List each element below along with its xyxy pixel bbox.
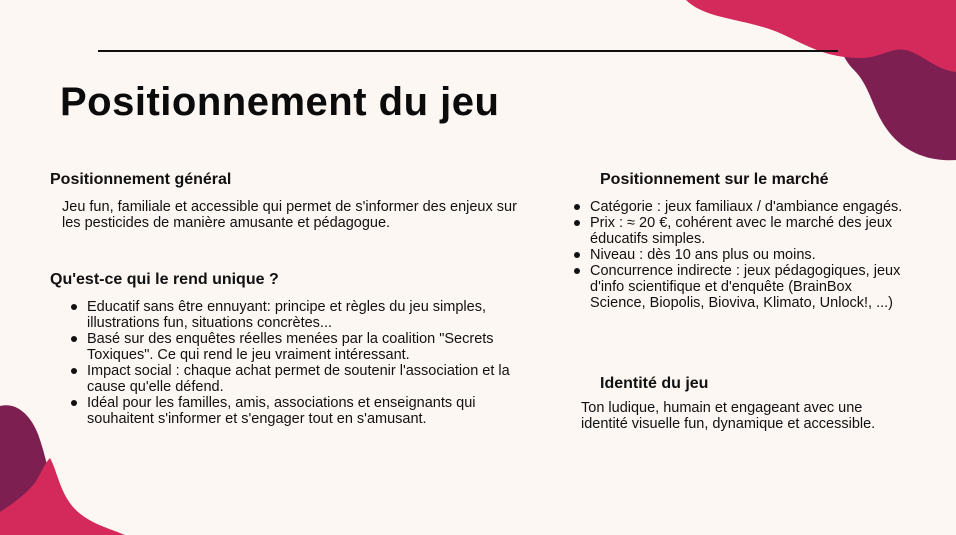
page-title: Positionnement du jeu [60, 80, 500, 124]
list-item: Basé sur des enquêtes réelles menées par la coalition "Secrets Toxiques". Ce qui rend le jeu vraiment intéressant. [71, 331, 526, 363]
list-item: Educatif sans être ennuyant: principe et règles du jeu simples, illustrations fun, situations concrètes... [71, 299, 526, 331]
list-item: Impact social : chaque achat permet de soutenir l'association et la cause qu'elle défend. [71, 363, 526, 395]
list-item: Catégorie : jeux familiaux / d'ambiance engagés. [574, 199, 904, 215]
unique-heading: Qu'est-ce qui le rend unique ? [50, 271, 279, 288]
general-positioning-text: Jeu fun, familiale et accessible qui permet de s'informer des enjeux sur les pesticides de manière amusante et pédagogue. [62, 199, 517, 231]
market-positioning-heading: Positionnement sur le marché [600, 171, 829, 188]
list-item: Concurrence indirecte : jeux pédagogiques, jeux d'info scientifique et d'enquête (BrainBox Science, Biopolis, Bioviva, Klimato, Unlock!, ...) [574, 263, 904, 311]
list-item: Niveau : dès 10 ans plus ou moins. [574, 247, 904, 263]
general-positioning-heading: Positionnement général [50, 171, 232, 188]
top-right-blob-shape [686, 0, 956, 165]
identity-text: Ton ludique, humain et engageant avec une identité visuelle fun, dynamique et accessible. [581, 400, 876, 432]
market-list [574, 199, 904, 311]
list-item: Prix : ≈ 20 €, cohérent avec le marché des jeux éducatifs simples. [574, 215, 904, 247]
list-item: Idéal pour les familles, amis, associations et enseignants qui souhaitent s'informer et s'engager tout en s'amusant. [71, 395, 526, 427]
identity-heading: Identité du jeu [600, 375, 709, 392]
unique-list [71, 299, 526, 427]
top-divider-line [98, 50, 838, 52]
